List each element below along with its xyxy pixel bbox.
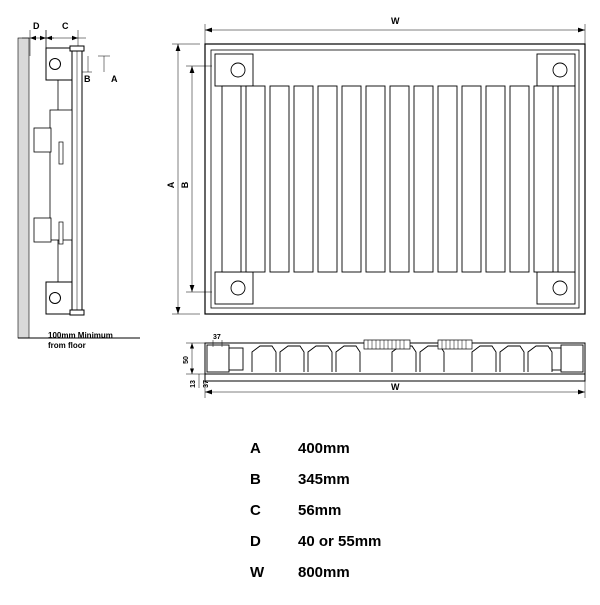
label-37: 37 <box>203 380 210 388</box>
label-w-front: W <box>391 16 400 26</box>
top-w-arrow-left <box>205 390 212 395</box>
side-bottom-cap <box>70 310 84 315</box>
c-arrow-right <box>72 36 78 40</box>
legend-row <box>250 502 570 533</box>
top-50-arrow-top <box>190 343 194 349</box>
label-b-front: B <box>180 181 190 189</box>
legend-row <box>250 471 570 502</box>
top-view-left-connector <box>229 348 243 370</box>
label-37-top: 37 <box>213 334 221 341</box>
side-upper-tab <box>34 128 51 152</box>
label-b-side: B <box>84 74 91 84</box>
floor-note-line1: 100mm Minimum <box>48 331 113 340</box>
d-arrow-left <box>30 36 36 40</box>
legend-key: D <box>250 533 261 550</box>
legend-value: 800mm <box>298 564 350 581</box>
label-50: 50 <box>183 356 190 364</box>
top-view-group <box>183 334 585 398</box>
top-w-arrow-right <box>578 390 585 395</box>
legend-key: A <box>250 440 261 457</box>
legend-row <box>250 440 570 471</box>
front-w-arrow-right <box>578 28 585 33</box>
front-fins <box>222 86 575 272</box>
side-lower-tab <box>34 218 51 242</box>
side-slot-upper <box>59 142 63 164</box>
front-a-arrow-top <box>176 44 181 51</box>
side-top-bracket-hole <box>50 59 61 70</box>
front-view-group <box>166 16 585 314</box>
side-view-group <box>18 21 140 350</box>
legend-row <box>250 533 570 564</box>
front-w-arrow-left <box>205 28 212 33</box>
legend-key: B <box>250 471 261 488</box>
c-arrow-left <box>46 36 52 40</box>
legend-value: 40 or 55mm <box>298 533 382 550</box>
legend-value: 400mm <box>298 440 350 457</box>
side-slot-lower <box>59 222 63 244</box>
legend-key: W <box>250 564 265 581</box>
side-top-cap <box>70 46 84 51</box>
label-a-front: A <box>166 181 176 189</box>
label-d: D <box>33 21 40 31</box>
top-view-base-plate <box>205 374 585 381</box>
label-w-top: W <box>391 382 400 392</box>
front-bracket-hole-bottom-left <box>231 281 245 295</box>
front-b-arrow-bottom <box>190 285 195 292</box>
front-bracket-hole-bottom-right <box>553 281 567 295</box>
front-bracket-hole-top-right <box>553 63 567 77</box>
front-bracket-hole-top-left <box>231 63 245 77</box>
top-view-left-end <box>207 345 229 372</box>
front-a-arrow-bottom <box>176 307 181 314</box>
top-view-right-end <box>561 345 583 372</box>
side-bottom-bracket-hole <box>50 293 61 304</box>
legend-value: 345mm <box>298 471 350 488</box>
legend-key: C <box>250 502 261 519</box>
legend-row <box>250 564 570 595</box>
label-c: C <box>62 21 69 31</box>
wall-block <box>18 38 29 338</box>
label-a-side: A <box>111 74 118 84</box>
side-mid-plate <box>50 110 72 240</box>
top-50-arrow-bottom <box>190 369 194 375</box>
dimension-legend <box>250 440 570 595</box>
floor-note-line2: from floor <box>48 341 86 350</box>
label-13: 13 <box>190 380 197 388</box>
front-b-arrow-top <box>190 66 195 73</box>
legend-value: 56mm <box>298 502 342 519</box>
top-view-profile <box>252 346 552 372</box>
